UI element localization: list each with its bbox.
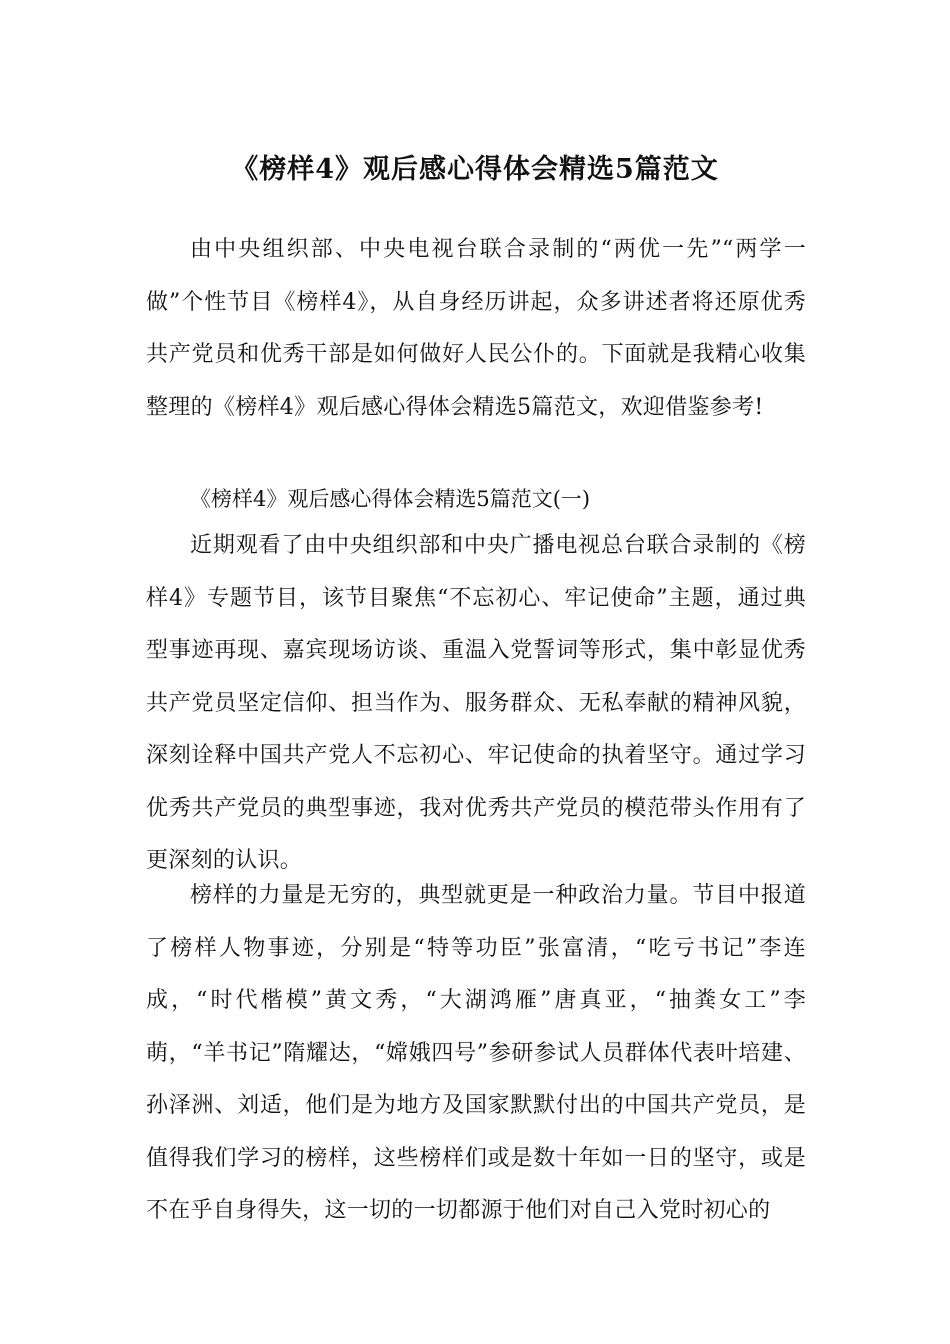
body-paragraph-1: 近期观看了由中央组织部和中央广播电视总台联合录制的《榜样4》专题节目，该节目聚焦“不忘初心、牢记使命”主题，通过典型事迹再现、嘉宾现场访谈、重温入党誓词等形式，集中彰显优秀共产党员坚定信仰、担当作为、服务群众、无私奉献的精神风貌，深刻诠释中国共产党人不忘初心、牢记使命的执着坚守。通过学习优秀共产党员的典型事迹，我对优秀共产党员的模范带头作用有了更深刻的认识。	[146, 533, 806, 873]
document-title: 《榜样4》观后感心得体会精选5篇范文	[231, 154, 719, 186]
section-heading: 《榜样4》观后感心得体会精选5篇范文(一)	[190, 487, 591, 511]
intro-paragraph: 由中央组织部、中央电视台联合录制的“两优一先”“两学一做”个性节目《榜样4》，从自身经历讲起，众多讲述者将还原优秀共产党员和优秀干部是如何做好人民公仆的。下面就是我精心收集整理的《榜样4》观后感心得体会精选5篇范文，欢迎借鉴参考!	[146, 237, 806, 420]
body-paragraph-2: 榜样的力量是无穷的，典型就更是一种政治力量。节目中报道了榜样人物事迹，分别是“特等功臣”张富清，“吃亏书记”李连成，“时代楷模”黄文秀，“大湖鸿雁”唐真亚，“抽粪女工”李萌，“羊书记”隋耀达，“嫦娥四号”参研参试人员群体代表叶培建、孙泽洲、刘适，他们是为地方及国家默默付出的中国共产党员，是值得我们学习的榜样，这些榜样们或是数十年如一日的坚守，或是不在乎自身得失，这一切的一切都源于他们对自己入党时初心的	[146, 883, 806, 1223]
